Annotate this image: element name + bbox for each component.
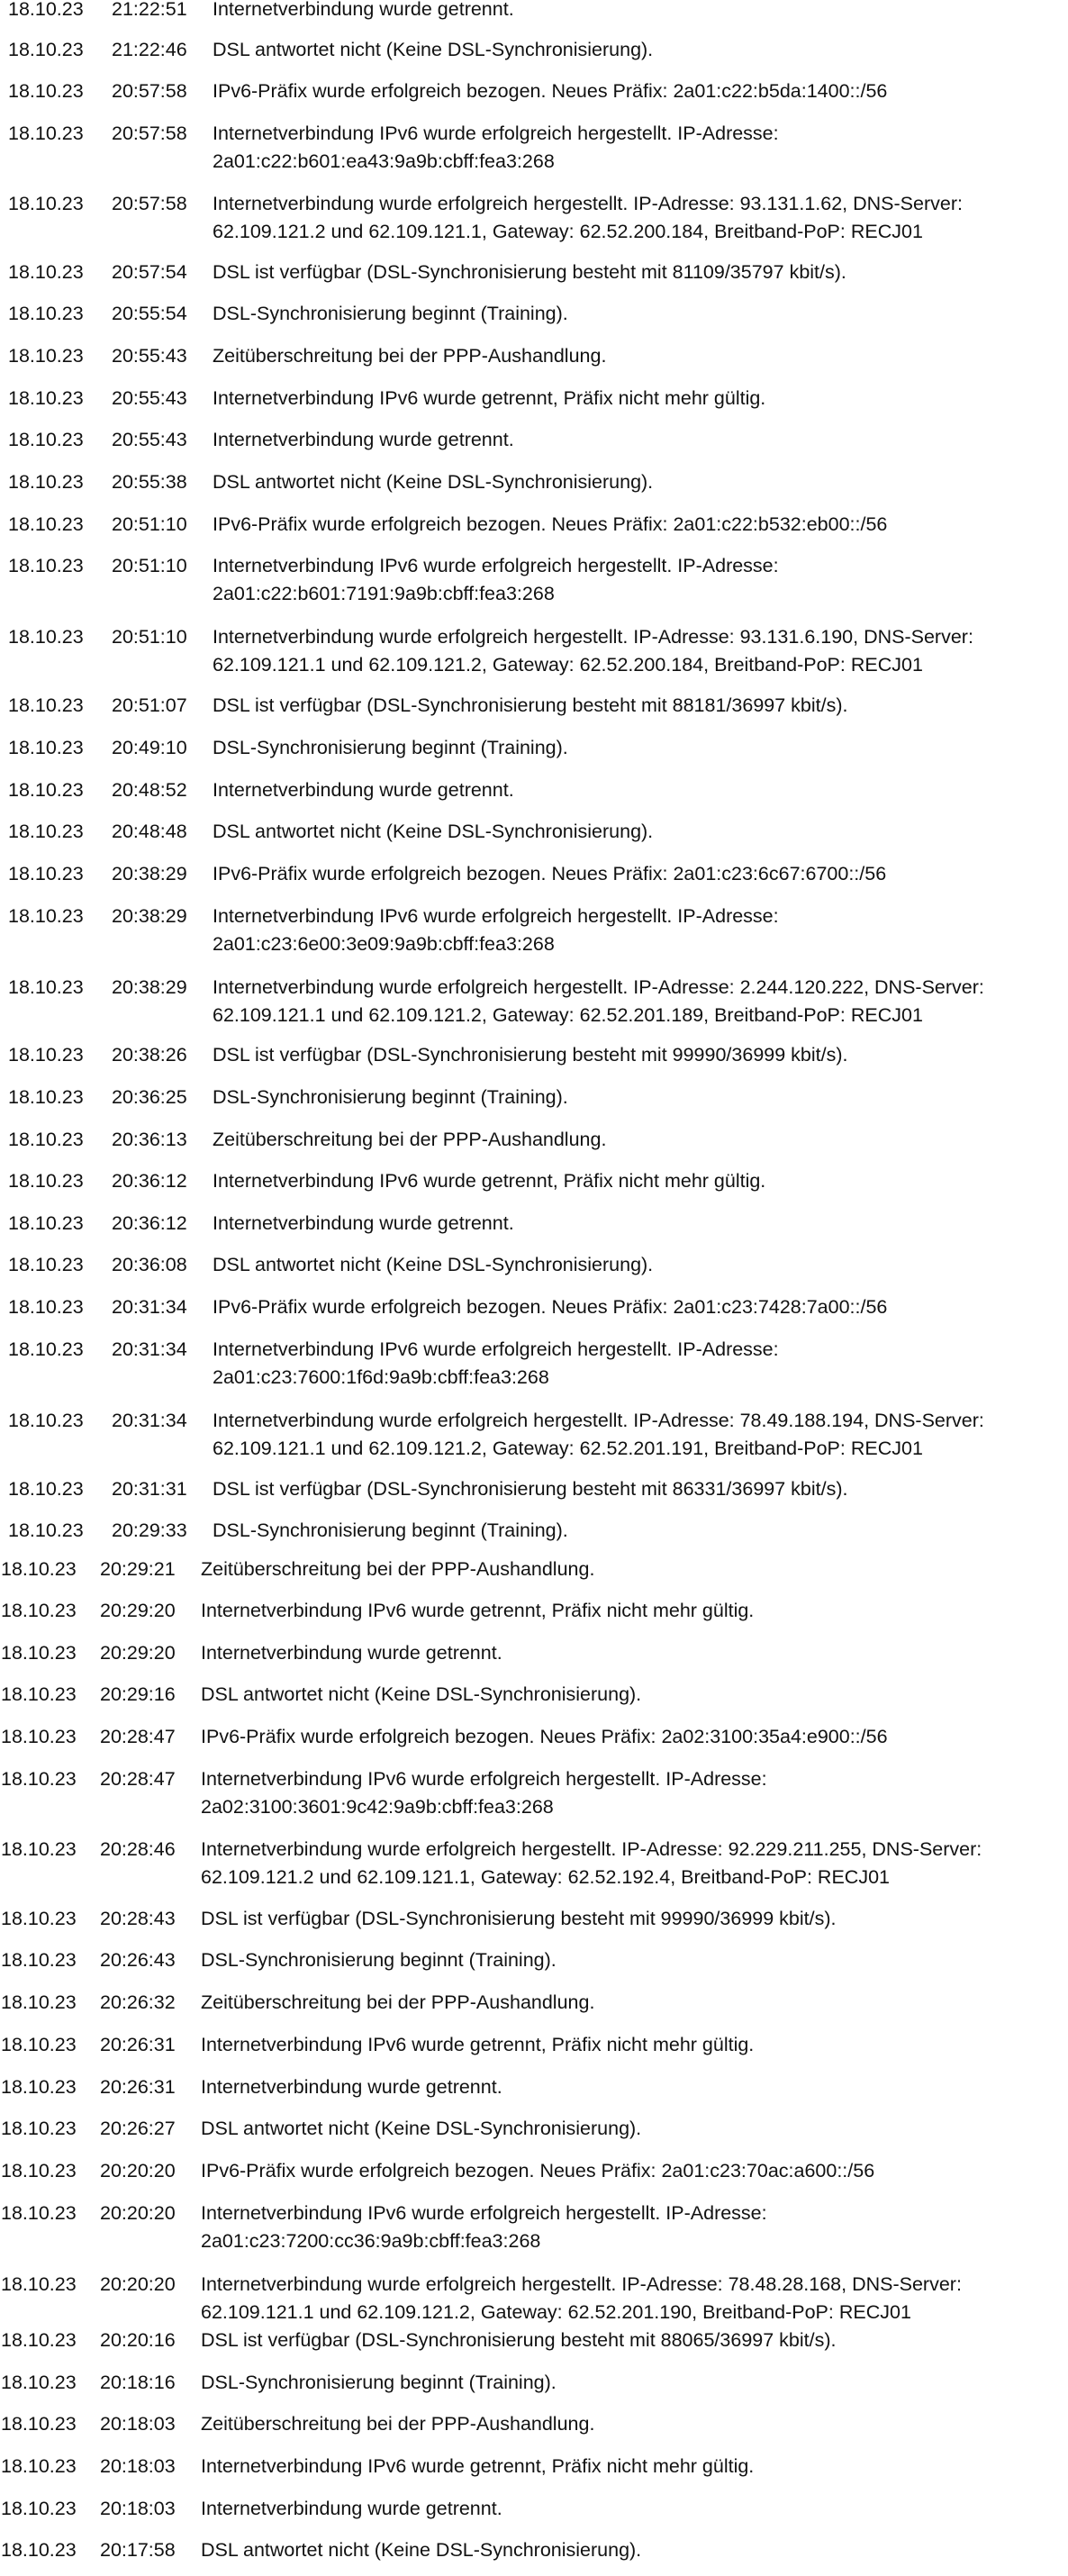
log-entry-date: 18.10.23 [8, 694, 84, 716]
log-entry-message: Internetverbindung IPv6 wurde erfolgreich hergestellt. IP-Adresse: 2a01:c23:6e00:3e09:9a9b:cbff:fea3:268 [213, 905, 779, 955]
log-entry-date: 18.10.23 [8, 471, 84, 493]
log-entry-date: 18.10.23 [8, 1129, 84, 1150]
log-entry-time: 20:57:54 [112, 261, 187, 283]
log-entry-date: 18.10.23 [1, 1683, 77, 1705]
log-entry-date: 18.10.23 [1, 1768, 77, 1790]
log-entry-message: Internetverbindung wurde erfolgreich hergestellt. IP-Adresse: 92.229.211.255, DNS-Server: 62.109.121.2 und 62.109.121.1, Gateway: 62.52.192.4, Breitband-PoP: RECJ01 [201, 1838, 982, 1888]
log-entry-date: 18.10.23 [1, 2539, 77, 2561]
log-entry-date: 18.10.23 [8, 193, 84, 214]
log-entry-message: Internetverbindung IPv6 wurde erfolgreich hergestellt. IP-Adresse: 2a01:c23:7600:1f6d:9a9b:cbff:fea3:268 [213, 1338, 779, 1388]
log-entry-time: 20:31:31 [112, 1478, 187, 1500]
log-entry-time: 20:26:43 [100, 1949, 176, 1971]
log-entry-date: 18.10.23 [1, 1726, 77, 1747]
log-entry-message: DSL-Synchronisierung beginnt (Training). [213, 303, 568, 324]
log-entry-time: 20:55:43 [112, 387, 187, 409]
log-entry-date: 18.10.23 [8, 821, 84, 842]
log-entry-time: 20:26:31 [100, 2034, 176, 2055]
log-entry-time: 20:57:58 [112, 122, 187, 144]
log-entry-date: 18.10.23 [1, 2076, 77, 2098]
log-entry-date: 18.10.23 [8, 863, 84, 884]
log-entry-time: 21:22:46 [112, 39, 187, 60]
log-entry-time: 20:28:46 [100, 1838, 176, 1860]
log-entry-message: Internetverbindung wurde erfolgreich hergestellt. IP-Adresse: 93.131.6.190, DNS-Server: 62.109.121.1 und 62.109.121.2, Gateway: 62.52.200.184, Breitband-PoP: RECJ01 [213, 626, 973, 676]
log-entry-message: Internetverbindung IPv6 wurde getrennt, Präfix nicht mehr gültig. [213, 387, 766, 409]
log-entry-message: Internetverbindung IPv6 wurde getrennt, Präfix nicht mehr gültig. [201, 2034, 755, 2055]
log-entry-date: 18.10.23 [8, 1338, 84, 1360]
log-entry-date: 18.10.23 [8, 1086, 84, 1108]
log-entry-time: 20:48:48 [112, 821, 187, 842]
log-entry-time: 20:28:47 [100, 1726, 176, 1747]
log-entry-date: 18.10.23 [8, 303, 84, 324]
log-entry-date: 18.10.23 [1, 2160, 77, 2181]
log-entry-date: 18.10.23 [8, 1254, 84, 1275]
log-entry-date: 18.10.23 [1, 2118, 77, 2139]
log-entry-time: 20:29:20 [100, 1642, 176, 1664]
log-entry-message: Internetverbindung wurde erfolgreich hergestellt. IP-Adresse: 78.49.188.194, DNS-Server: 62.109.121.1 und 62.109.121.2, Gateway: 62.52.201.191, Breitband-PoP: RECJ01 [213, 1410, 984, 1459]
log-entry-message: Internetverbindung IPv6 wurde erfolgreich hergestellt. IP-Adresse: 2a01:c22:b601:ea43:9a9b:cbff:fea3:268 [213, 122, 779, 172]
log-entry-time: 20:51:10 [112, 626, 187, 648]
log-entry-date: 18.10.23 [8, 1519, 84, 1541]
log-entry-message: DSL-Synchronisierung beginnt (Training). [213, 1519, 568, 1541]
log-entry-message: DSL antwortet nicht (Keine DSL-Synchronisierung). [213, 39, 654, 60]
log-entry-message: IPv6-Präfix wurde erfolgreich bezogen. Neues Präfix: 2a02:3100:35a4:e900::/56 [201, 1726, 888, 1747]
log-entry-date: 18.10.23 [1, 2498, 77, 2519]
log-entry-message: Zeitüberschreitung bei der PPP-Aushandlung. [201, 1558, 595, 1580]
log-entry-message: Internetverbindung wurde erfolgreich hergestellt. IP-Adresse: 78.48.28.168, DNS-Server: 62.109.121.1 und 62.109.121.2, Gateway: 62.52.201.190, Breitband-PoP: RECJ01 [201, 2273, 962, 2323]
log-entry-time: 20:29:16 [100, 1683, 176, 1705]
log-entry-time: 20:55:43 [112, 429, 187, 450]
log-entry-message: Zeitüberschreitung bei der PPP-Aushandlung. [213, 345, 607, 367]
log-entry-message: Zeitüberschreitung bei der PPP-Aushandlung. [213, 1129, 607, 1150]
log-entry-date: 18.10.23 [8, 1212, 84, 1234]
log-entry-date: 18.10.23 [8, 387, 84, 409]
log-entry-message: DSL antwortet nicht (Keine DSL-Synchronisierung). [213, 1254, 654, 1275]
log-entry-date: 18.10.23 [8, 905, 84, 927]
log-entry-message: Internetverbindung IPv6 wurde erfolgreich hergestellt. IP-Adresse: 2a01:c23:7200:cc36:9a9b:cbff:fea3:268 [201, 2202, 767, 2252]
log-entry-message: IPv6-Präfix wurde erfolgreich bezogen. Neues Präfix: 2a01:c23:6c67:6700::/56 [213, 863, 887, 884]
log-entry-time: 20:57:58 [112, 193, 187, 214]
log-entry-message: Zeitüberschreitung bei der PPP-Aushandlung. [201, 1991, 595, 2013]
log-entry-message: DSL antwortet nicht (Keine DSL-Synchronisierung). [213, 471, 654, 493]
log-entry-time: 20:31:34 [112, 1296, 187, 1318]
log-entry-message: Internetverbindung IPv6 wurde erfolgreich hergestellt. IP-Adresse: 2a01:c22:b601:7191:9a9b:cbff:fea3:268 [213, 555, 779, 604]
log-entry-message: DSL antwortet nicht (Keine DSL-Synchronisierung). [201, 2118, 642, 2139]
log-entry-date: 18.10.23 [8, 1296, 84, 1318]
log-entry-message: DSL-Synchronisierung beginnt (Training). [213, 1086, 568, 1108]
log-entry-date: 18.10.23 [8, 261, 84, 283]
log-entry-date: 18.10.23 [1, 1642, 77, 1664]
log-entry-time: 20:38:29 [112, 905, 187, 927]
log-entry-message: DSL antwortet nicht (Keine DSL-Synchronisierung). [201, 1683, 642, 1705]
log-entry-message: Internetverbindung IPv6 wurde erfolgreich hergestellt. IP-Adresse: 2a02:3100:3601:9c42:9a9b:cbff:fea3:268 [201, 1768, 767, 1818]
log-entry-date: 18.10.23 [1, 2372, 77, 2393]
log-entry-time: 20:29:20 [100, 1600, 176, 1621]
log-entry-message: Internetverbindung IPv6 wurde getrennt, Präfix nicht mehr gültig. [201, 2455, 755, 2477]
log-entry-date: 18.10.23 [8, 80, 84, 102]
log-entry-date: 18.10.23 [8, 0, 84, 20]
log-entry-time: 20:20:20 [100, 2160, 176, 2181]
log-entry-message: IPv6-Präfix wurde erfolgreich bezogen. Neues Präfix: 2a01:c23:70ac:a600::/56 [201, 2160, 875, 2181]
log-entry-date: 18.10.23 [1, 2329, 77, 2351]
log-entry-time: 20:36:12 [112, 1170, 187, 1192]
log-entry-time: 20:20:16 [100, 2329, 176, 2351]
log-entry-time: 20:51:07 [112, 694, 187, 716]
log-entry-time: 20:55:43 [112, 345, 187, 367]
log-entry-message: DSL ist verfügbar (DSL-Synchronisierung besteht mit 86331/36997 kbit/s). [213, 1478, 848, 1500]
log-entry-date: 18.10.23 [1, 2202, 77, 2224]
log-entry-message: DSL-Synchronisierung beginnt (Training). [213, 737, 568, 758]
log-entry-message: Internetverbindung wurde getrennt. [213, 1212, 514, 1234]
log-entry-time: 20:18:03 [100, 2498, 176, 2519]
log-entry-time: 20:18:03 [100, 2455, 176, 2477]
log-entry-message: Internetverbindung wurde getrennt. [213, 779, 514, 801]
log-entry-date: 18.10.23 [8, 737, 84, 758]
log-entry-time: 20:18:16 [100, 2372, 176, 2393]
log-entry-time: 20:20:20 [100, 2273, 176, 2295]
log-entry-message: DSL antwortet nicht (Keine DSL-Synchronisierung). [201, 2539, 642, 2561]
log-entry-time: 20:55:54 [112, 303, 187, 324]
log-entry-time: 20:20:20 [100, 2202, 176, 2224]
log-entry-time: 20:49:10 [112, 737, 187, 758]
log-entry-time: 20:17:58 [100, 2539, 176, 2561]
log-entry-time: 20:36:12 [112, 1212, 187, 1234]
log-entry-message: DSL-Synchronisierung beginnt (Training). [201, 2372, 557, 2393]
log-entry-time: 20:31:34 [112, 1338, 187, 1360]
log-entry-date: 18.10.23 [8, 513, 84, 535]
log-entry-message: DSL ist verfügbar (DSL-Synchronisierung besteht mit 88065/36997 kbit/s). [201, 2329, 837, 2351]
log-entry-message: Internetverbindung wurde erfolgreich hergestellt. IP-Adresse: 93.131.1.62, DNS-Server: 62.109.121.2 und 62.109.121.1, Gateway: 62.52.200.184, Breitband-PoP: RECJ01 [213, 193, 963, 242]
log-entry-date: 18.10.23 [1, 2273, 77, 2295]
log-entry-message: DSL ist verfügbar (DSL-Synchronisierung besteht mit 81109/35797 kbit/s). [213, 261, 846, 283]
log-entry-message: IPv6-Präfix wurde erfolgreich bezogen. Neues Präfix: 2a01:c22:b5da:1400::/56 [213, 80, 888, 102]
log-entry-time: 20:38:29 [112, 863, 187, 884]
log-entry-date: 18.10.23 [1, 1558, 77, 1580]
log-entry-time: 20:36:13 [112, 1129, 187, 1150]
log-entry-date: 18.10.23 [1, 1908, 77, 1929]
log-entry-time: 20:48:52 [112, 779, 187, 801]
log-entry-message: Internetverbindung wurde erfolgreich hergestellt. IP-Adresse: 2.244.120.222, DNS-Server: 62.109.121.1 und 62.109.121.2, Gateway: 62.52.201.189, Breitband-PoP: RECJ01 [213, 976, 984, 1026]
log-entry-message: Internetverbindung wurde getrennt. [213, 0, 514, 20]
log-entry-date: 18.10.23 [8, 555, 84, 576]
log-entry-date: 18.10.23 [1, 2413, 77, 2435]
log-entry-time: 20:18:03 [100, 2413, 176, 2435]
log-entry-time: 20:28:47 [100, 1768, 176, 1790]
log-entry-time: 20:38:29 [112, 976, 187, 998]
log-entry-time: 20:26:27 [100, 2118, 176, 2139]
log-entry-time: 20:29:33 [112, 1519, 187, 1541]
log-entry-time: 20:28:43 [100, 1908, 176, 1929]
log-entry-message: DSL ist verfügbar (DSL-Synchronisierung besteht mit 99990/36999 kbit/s). [201, 1908, 837, 1929]
log-entry-time: 20:51:10 [112, 513, 187, 535]
log-entry-date: 18.10.23 [8, 779, 84, 801]
log-entry-date: 18.10.23 [8, 1044, 84, 1066]
log-entry-time: 20:55:38 [112, 471, 187, 493]
log-entry-message: IPv6-Präfix wurde erfolgreich bezogen. Neues Präfix: 2a01:c23:7428:7a00::/56 [213, 1296, 888, 1318]
log-entry-message: Internetverbindung wurde getrennt. [201, 2076, 502, 2098]
log-entry-time: 20:26:32 [100, 1991, 176, 2013]
log-entry-message: DSL-Synchronisierung beginnt (Training). [201, 1949, 557, 1971]
log-entry-time: 20:36:08 [112, 1254, 187, 1275]
log-entry-message: Internetverbindung wurde getrennt. [213, 429, 514, 450]
log-entry-date: 18.10.23 [1, 2034, 77, 2055]
log-entry-time: 21:22:51 [112, 0, 187, 20]
log-entry-date: 18.10.23 [8, 1410, 84, 1431]
log-entry-date: 18.10.23 [1, 1991, 77, 2013]
log-entry-time: 20:36:25 [112, 1086, 187, 1108]
log-entry-date: 18.10.23 [1, 1838, 77, 1860]
log-entry-date: 18.10.23 [8, 1170, 84, 1192]
log-entry-message: DSL ist verfügbar (DSL-Synchronisierung besteht mit 99990/36999 kbit/s). [213, 1044, 848, 1066]
log-entry-message: DSL ist verfügbar (DSL-Synchronisierung besteht mit 88181/36997 kbit/s). [213, 694, 848, 716]
log-entry-message: Internetverbindung wurde getrennt. [201, 2498, 502, 2519]
log-entry-date: 18.10.23 [8, 429, 84, 450]
log-entry-date: 18.10.23 [1, 2455, 77, 2477]
log-entry-date: 18.10.23 [8, 39, 84, 60]
log-entry-message: Zeitüberschreitung bei der PPP-Aushandlung. [201, 2413, 595, 2435]
log-entry-date: 18.10.23 [8, 1478, 84, 1500]
log-entry-date: 18.10.23 [8, 976, 84, 998]
log-entry-date: 18.10.23 [1, 1600, 77, 1621]
log-entry-time: 20:31:34 [112, 1410, 187, 1431]
log-entry-time: 20:26:31 [100, 2076, 176, 2098]
log-entry-date: 18.10.23 [8, 122, 84, 144]
log-entry-date: 18.10.23 [8, 626, 84, 648]
log-entry-message: IPv6-Präfix wurde erfolgreich bezogen. Neues Präfix: 2a01:c22:b532:eb00::/56 [213, 513, 888, 535]
log-entry-date: 18.10.23 [8, 345, 84, 367]
log-entry-message: Internetverbindung IPv6 wurde getrennt, Präfix nicht mehr gültig. [213, 1170, 766, 1192]
log-entry-time: 20:57:58 [112, 80, 187, 102]
log-entry-date: 18.10.23 [1, 1949, 77, 1971]
log-entry-message: Internetverbindung IPv6 wurde getrennt, Präfix nicht mehr gültig. [201, 1600, 755, 1621]
log-entry-time: 20:29:21 [100, 1558, 176, 1580]
log-entry-time: 20:38:26 [112, 1044, 187, 1066]
log-entry-time: 20:51:10 [112, 555, 187, 576]
log-entry-message: Internetverbindung wurde getrennt. [201, 1642, 502, 1664]
log-entry-message: DSL antwortet nicht (Keine DSL-Synchronisierung). [213, 821, 654, 842]
